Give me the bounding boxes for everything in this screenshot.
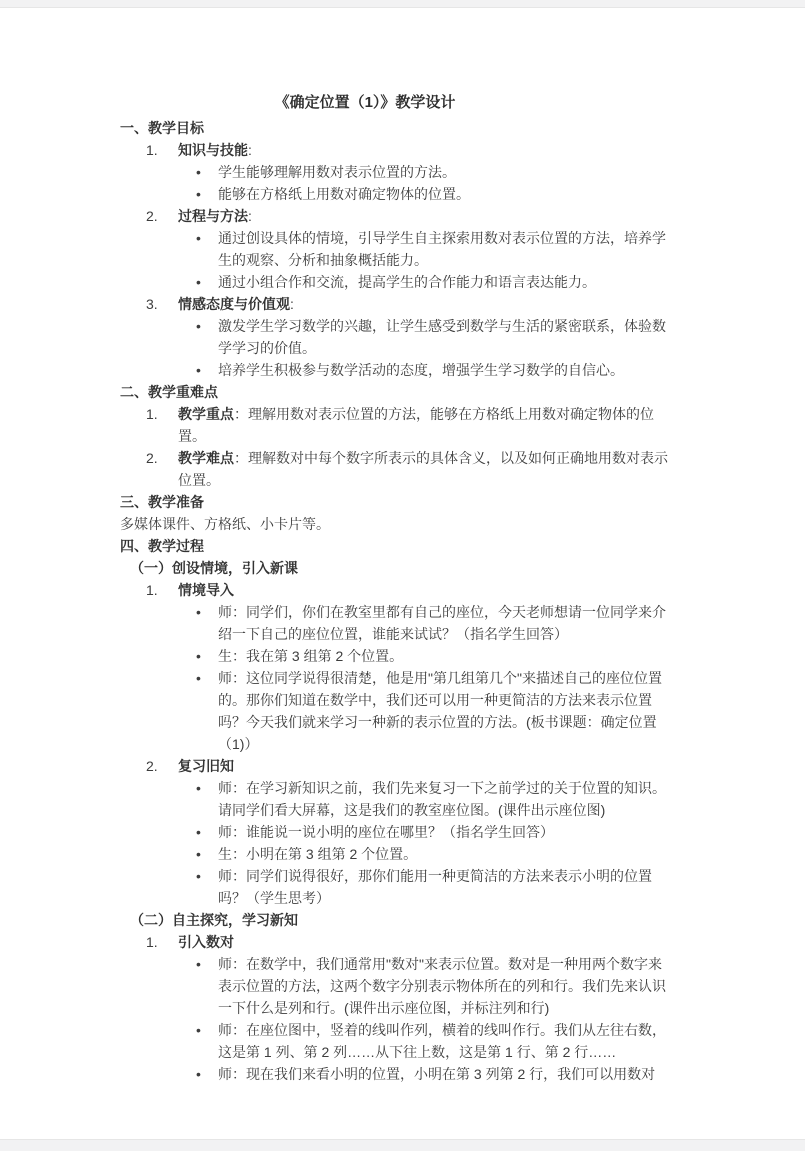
bullet-icon: • (196, 362, 201, 378)
item-number: 1. (146, 934, 158, 950)
item-label: 情感态度与价值观 (178, 296, 290, 312)
list-item (120, 601, 690, 645)
numbered-item (120, 755, 690, 777)
list-item-text: 生：小明在第 3 组第 2 个位置。 (218, 846, 418, 862)
item-label: 教学难点 (178, 450, 234, 466)
bullet-icon: • (196, 1066, 201, 1082)
item-number: 1. (146, 142, 158, 158)
list-item-text: 师：在学习新知识之前，我们先来复习一下之前学过的关于位置的知识。请同学们看大屏幕，这是我们的教室座位图。(课件出示座位图) (218, 780, 666, 818)
list-item (120, 843, 690, 865)
item-number: 2. (146, 450, 158, 466)
list-item-text: 培养学生积极参与数学活动的态度，增强学生学习数学的自信心。 (218, 362, 624, 378)
bullet-icon: • (196, 230, 201, 246)
bullet-icon: • (196, 1022, 201, 1038)
item-text: : (290, 296, 294, 312)
item-text: ：理解数对中每个数字所表示的具体含义，以及如何正确地用数对表示位置。 (178, 450, 668, 488)
list-item-text: 师：在座位图中，竖着的线叫作列，横着的线叫作行。我们从左往右数，这是第 1 列、第 2 列……从下往上数，这是第 1 行、第 2 行…… (218, 1022, 666, 1060)
section-heading: 二、教学重难点 (120, 384, 218, 400)
item-label: 情境导入 (178, 582, 234, 598)
list-item (120, 271, 690, 293)
item-number: 2. (146, 758, 158, 774)
list-item-text: 能够在方格纸上用数对确定物体的位置。 (218, 186, 470, 202)
list-item (120, 161, 690, 183)
item-text: : (248, 142, 252, 158)
numbered-item (120, 293, 690, 315)
section-heading: 三、教学准备 (120, 494, 204, 510)
item-number: 1. (146, 582, 158, 598)
list-item (120, 315, 690, 359)
numbered-item (120, 447, 690, 491)
bullet-icon: • (196, 846, 201, 862)
list-item (120, 777, 690, 821)
bullet-icon: • (196, 164, 201, 180)
list-item-text: 师：同学们说得很好，那你们能用一种更简洁的方法来表示小明的位置吗？（学生思考） (218, 868, 652, 906)
item-label: 教学重点 (178, 406, 234, 422)
section-heading: 四、教学过程 (120, 538, 204, 554)
subsection-heading: （二）自主探究，学习新知 (130, 912, 298, 928)
list-item-text: 通过创设具体的情境，引导学生自主探索用数对表示位置的方法，培养学生的观察、分析和抽象概括能力。 (218, 230, 666, 268)
list-item-text: 师：现在我们来看小明的位置，小明在第 3 列第 2 行，我们可以用数对 (218, 1066, 656, 1082)
bullet-icon: • (196, 956, 201, 972)
item-text: ：理解用数对表示位置的方法，能够在方格纸上用数对确定物体的位置。 (178, 406, 654, 444)
bullet-icon: • (196, 648, 201, 664)
list-item-text: 激发学生学习数学的兴趣，让学生感受到数学与生活的紧密联系，体验数学学习的价值。 (218, 318, 666, 356)
list-item (120, 667, 690, 755)
list-item-text: 师：谁能说一说小明的座位在哪里？（指名学生回答） (218, 824, 554, 840)
bullet-icon: • (196, 604, 201, 620)
list-item (120, 227, 690, 271)
list-item-text: 学生能够理解用数对表示位置的方法。 (218, 164, 456, 180)
item-number: 3. (146, 296, 158, 312)
subsection-heading: （一）创设情境，引入新课 (130, 560, 298, 576)
list-item (120, 1019, 690, 1063)
list-item-text: 师：这位同学说得很清楚，他是用"第几组第几个"来描述自己的座位位置的。那你们知道在数学中，我们还可以用一种更简洁的方法来表示位置吗？今天我们就来学习一种新的表示位置的方法。(板书课题：确定位置（1)） (218, 670, 662, 752)
item-label: 引入数对 (178, 934, 234, 950)
list-item (120, 645, 690, 667)
bullet-icon: • (196, 186, 201, 202)
bullet-icon: • (196, 780, 201, 796)
list-item-text: 师：同学们，你们在教室里都有自己的座位，今天老师想请一位同学来介绍一下自己的座位位置，谁能来试试？（指名学生回答） (218, 604, 666, 642)
item-number: 1. (146, 406, 158, 422)
bullet-icon: • (196, 274, 201, 290)
numbered-item (120, 931, 690, 953)
item-text: : (248, 208, 252, 224)
section-heading: 一、教学目标 (120, 120, 204, 136)
numbered-item (120, 205, 690, 227)
list-item (120, 359, 690, 381)
bullet-icon: • (196, 824, 201, 840)
list-item-text: 师：在数学中，我们通常用"数对"来表示位置。数对是一种用两个数字来表示位置的方法，这两个数字分别表示物体所在的列和行。我们先来认识一下什么是列和行。(课件出示座位图，并标注列和行) (218, 956, 666, 1016)
document-title: 《确定位置（1）》教学设计 (274, 94, 456, 111)
numbered-item (120, 403, 690, 447)
numbered-item (120, 139, 690, 161)
item-label: 知识与技能 (178, 142, 248, 158)
list-item (120, 865, 690, 909)
list-item (120, 183, 690, 205)
list-item-text: 生：我在第 3 组第 2 个位置。 (218, 648, 404, 664)
page-gutter-bottom (0, 1139, 805, 1151)
list-item (120, 1063, 690, 1085)
bullet-icon: • (196, 868, 201, 884)
document-page (0, 8, 805, 1085)
item-number: 2. (146, 208, 158, 224)
item-label: 复习旧知 (178, 758, 234, 774)
numbered-item (120, 579, 690, 601)
page-gutter-top (0, 0, 805, 8)
item-label: 过程与方法 (178, 208, 248, 224)
list-item-text: 通过小组合作和交流，提高学生的合作能力和语言表达能力。 (218, 274, 596, 290)
bullet-icon: • (196, 318, 201, 334)
list-item (120, 821, 690, 843)
list-item (120, 953, 690, 1019)
bullet-icon: • (196, 670, 201, 686)
paragraph: 多媒体课件、方格纸、小卡片等。 (120, 516, 330, 532)
